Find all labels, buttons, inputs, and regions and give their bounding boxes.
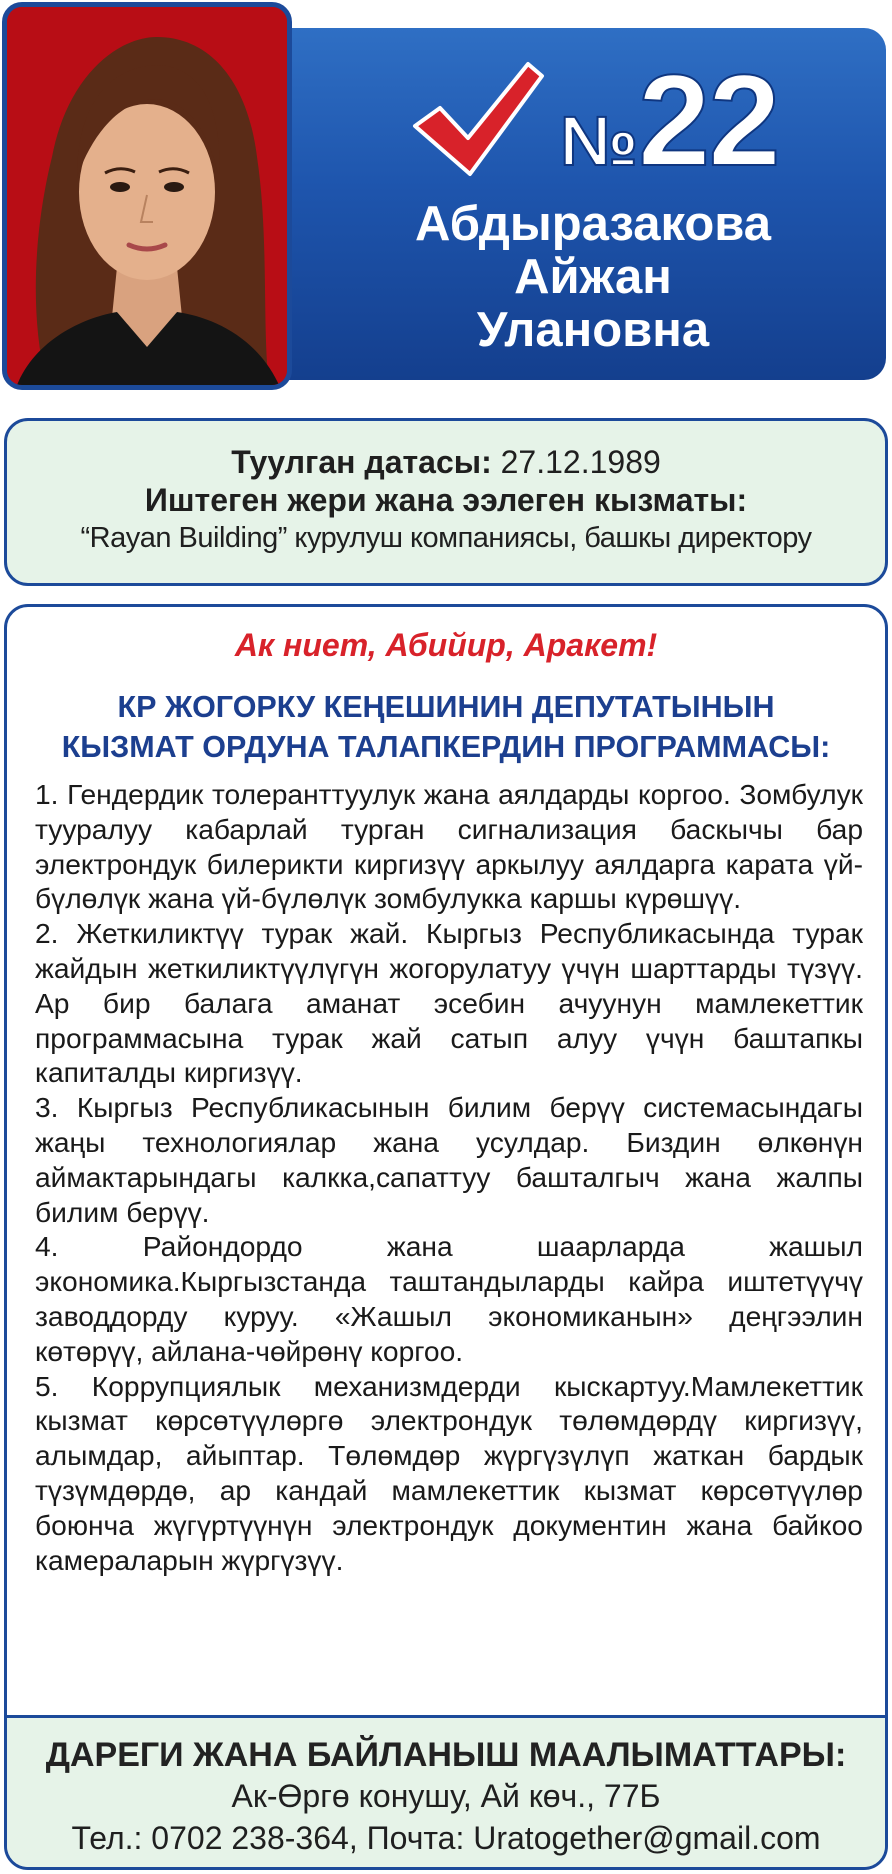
ballot-number-prefix: № <box>560 102 639 180</box>
birth-date-value: 27.12.1989 <box>500 444 661 480</box>
program-title <box>7 687 885 767</box>
candidate-name <box>300 198 886 357</box>
program-item: 3. Кыргыз Республикасынын билим берүү системасындагы жаңы технологиялар жана усулдар. Биздин өлкөнүн аймактарындагы калкка,сапаттуу башталгыч жана жалпы билим берүү. <box>35 1091 863 1228</box>
candidate-first-name: Айжан <box>514 250 672 304</box>
candidate-surname: Абдыразакова <box>414 197 771 251</box>
candidate-info-box <box>4 418 888 586</box>
contact-box <box>7 1715 885 1870</box>
candidate-patronymic: Улановна <box>476 303 710 357</box>
program-title-line2: КЫЗМАТ ОРДУНА ТАЛАПКЕРДИН ПРОГРАММАСЫ: <box>61 730 831 764</box>
program-item: 1. Гендердик толеранттуулук жана аялдарды коргоо. Зомбулук тууралуу кабарлай турган сигнализация баскычы бар электрондук билерикти киргизүү аркылуу аялдарга карата үй-бүлөлүк жана үй-бүлөлүк зомбулукка каршы күрөшүү. <box>35 778 863 915</box>
ballot-number-value: 22 <box>638 47 779 193</box>
checkmark-icon <box>410 56 545 181</box>
contact-address: Ак-Өргө конушу, Ай көч., 77Б <box>231 1778 661 1814</box>
contact-title: ДАРЕГИ ЖАНА БАЙЛАНЫШ МААЛЫМАТТАРЫ: <box>45 1736 847 1774</box>
program-item: 4. Райондордо жана шаарларда жашыл экономика.Кыргызстанда таштандыларды кайра иштетүүчү заводдорду куруу. «Жашыл экономиканын» деңгээлин көтөрүү, айлана-чөйрөнү коргоо. <box>35 1230 863 1367</box>
program-box <box>4 604 888 1870</box>
program-item: 2. Жеткиликтүү турак жай. Кыргыз Республикасында турак жайдын жеткиликтүүлүгүн жогорулатуу үчүн шарттарды түзүү. Ар бир балага аманат эсебин ачуунун мамлекеттик программасына турак жай сатып алуу үчүн баштапкы капиталды киргизүү. <box>35 917 863 1089</box>
program-title-line1: КР ЖОГОРКУ КЕҢЕШИНИН ДЕПУТАТЫНЫН <box>117 690 775 724</box>
birth-date-line <box>7 443 885 481</box>
contact-phone-email: Тел.: 0702 238-364, Почта: Uratogether@gmail.com <box>71 1820 821 1856</box>
program-list <box>35 777 863 1577</box>
birth-date-label: Туулган датасы: <box>231 444 492 480</box>
slogan: Ак ниет, Абийир, Аракет! <box>234 627 658 663</box>
ballot-number <box>560 47 779 193</box>
program-item: 5. Коррупциялык механизмдерди кыскартуу.Мамлекеттик кызмат көрсөтүүлөргө электрондук төлөмдөрдү киргизүү, алымдар, айыптар. Төлөмдөр жүргүзүлүп жаткан бардык түзүмдөрдө, ар кандай мамлекеттик кызмат көрсөтүүлөр боюнча жүгүртүүнүн электрондук документин жана байкоо камераларын жүргүзүү. <box>35 1369 863 1576</box>
candidate-photo <box>2 2 292 390</box>
work-label-line <box>7 481 885 519</box>
work-value: “Rayan Building” курулуш компаниясы, башкы директору <box>80 522 812 554</box>
work-label: Иштеген жери жана ээлеген кызматы: <box>144 482 748 518</box>
